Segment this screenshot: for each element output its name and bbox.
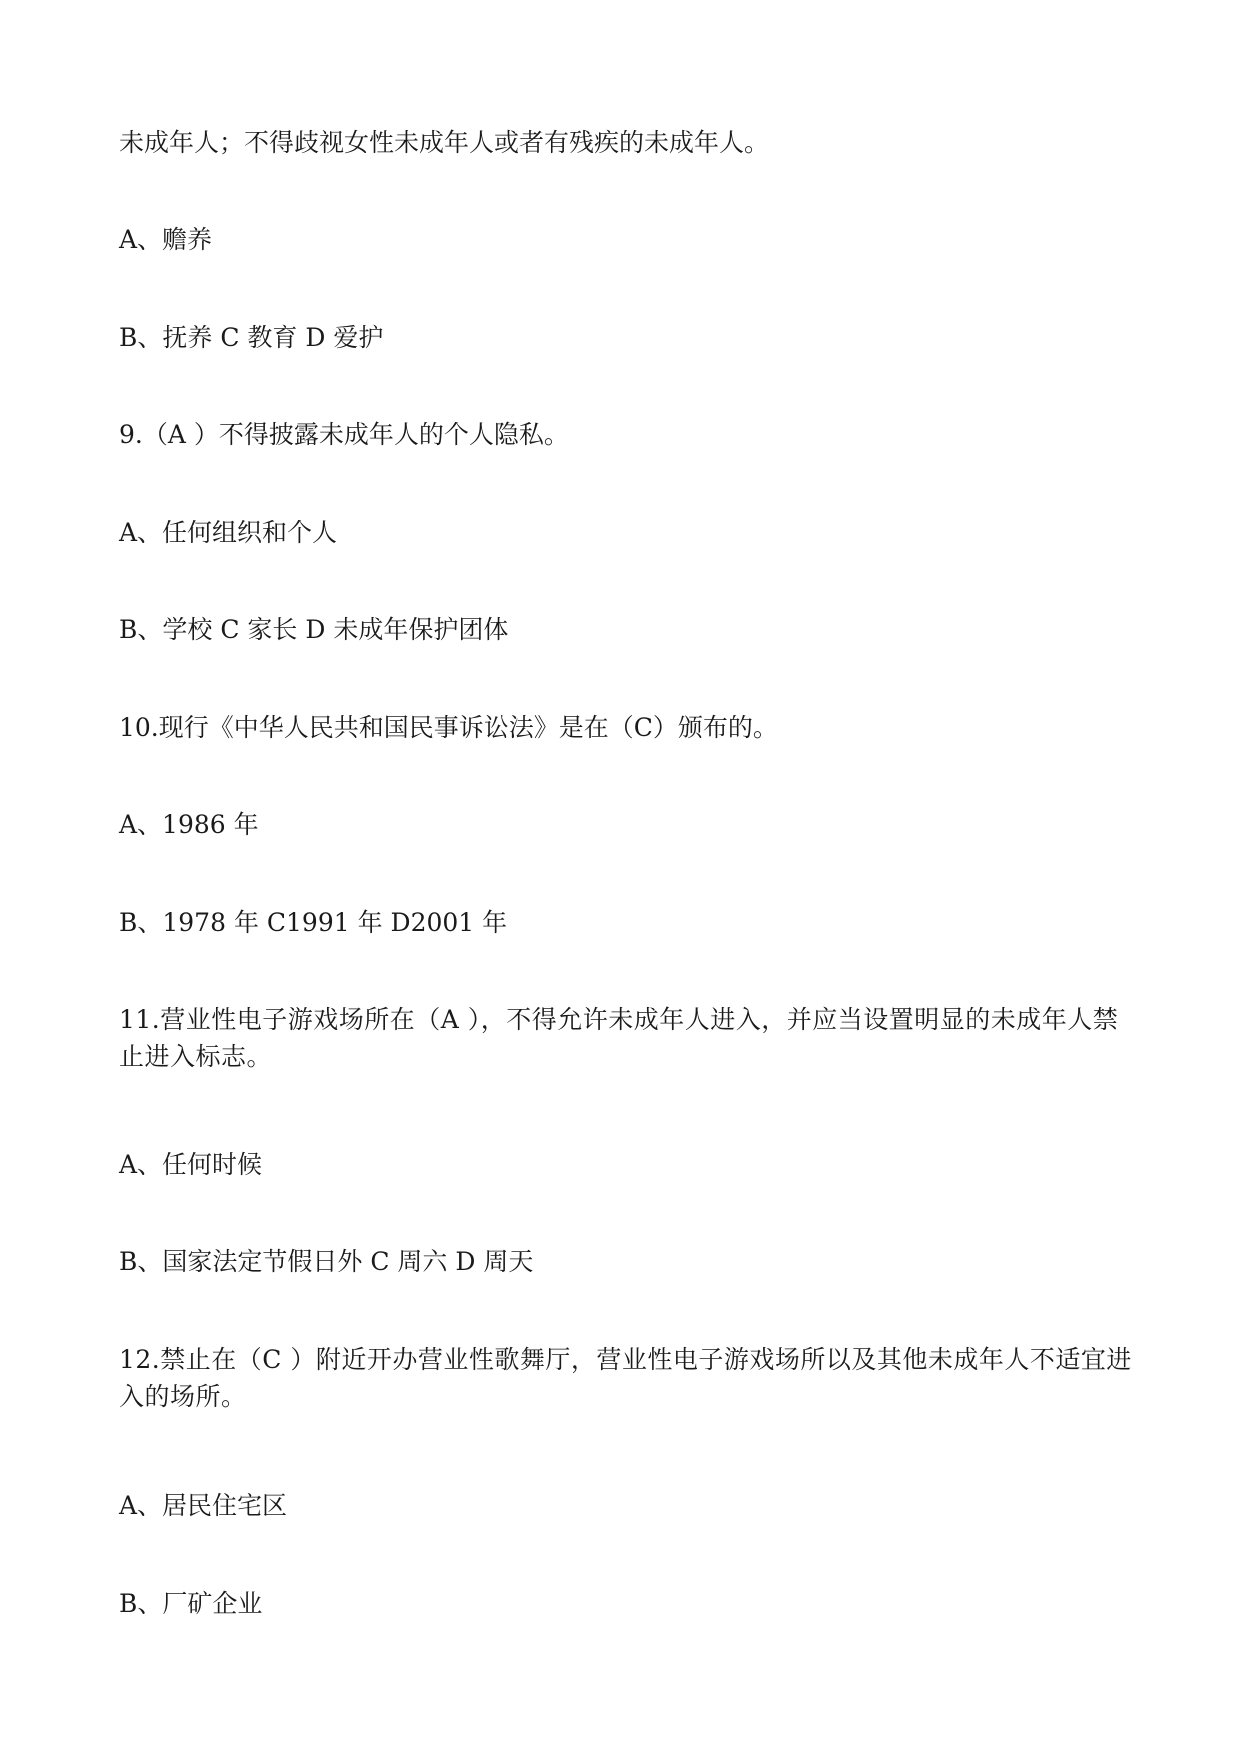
option-b-c-d: B、学校 C 家长 D 未成年保护团体 (119, 615, 509, 644)
option-b-c-d: B、国家法定节假日外 C 周六 D 周天 (119, 1247, 534, 1276)
option-b-c-d: B、抚养 C 教育 D 爱护 (119, 323, 384, 352)
question-9: 9.（A ）不得披露未成年人的个人隐私。 (119, 420, 569, 449)
option-a: A、居民住宅区 (119, 1491, 288, 1520)
option-a: A、赡养 (119, 225, 213, 254)
question-12: 12.禁止在（C ）附近开办营业性歌舞厅，营业性电子游戏场所以及其他未成年人不适宜进入的场所。 (119, 1345, 1132, 1411)
option-a: A、1986 年 (119, 810, 259, 839)
question-11: 11.营业性电子游戏场所在（A ），不得允许未成年人进入，并应当设置明显的未成年人禁止进入标志。 (119, 1005, 1119, 1071)
option-b-c-d: B、1978 年 C1991 年 D2001 年 (119, 908, 508, 937)
text-line: 未成年人；不得歧视女性未成年人或者有残疾的未成年人。 (119, 128, 770, 157)
question-10: 10.现行《中华人民共和国民事诉讼法》是在（C）颁布的。 (119, 713, 778, 742)
option-a: A、任何时候 (119, 1150, 263, 1179)
option-b: B、厂矿企业 (119, 1589, 263, 1618)
option-a: A、任何组织和个人 (119, 518, 338, 547)
